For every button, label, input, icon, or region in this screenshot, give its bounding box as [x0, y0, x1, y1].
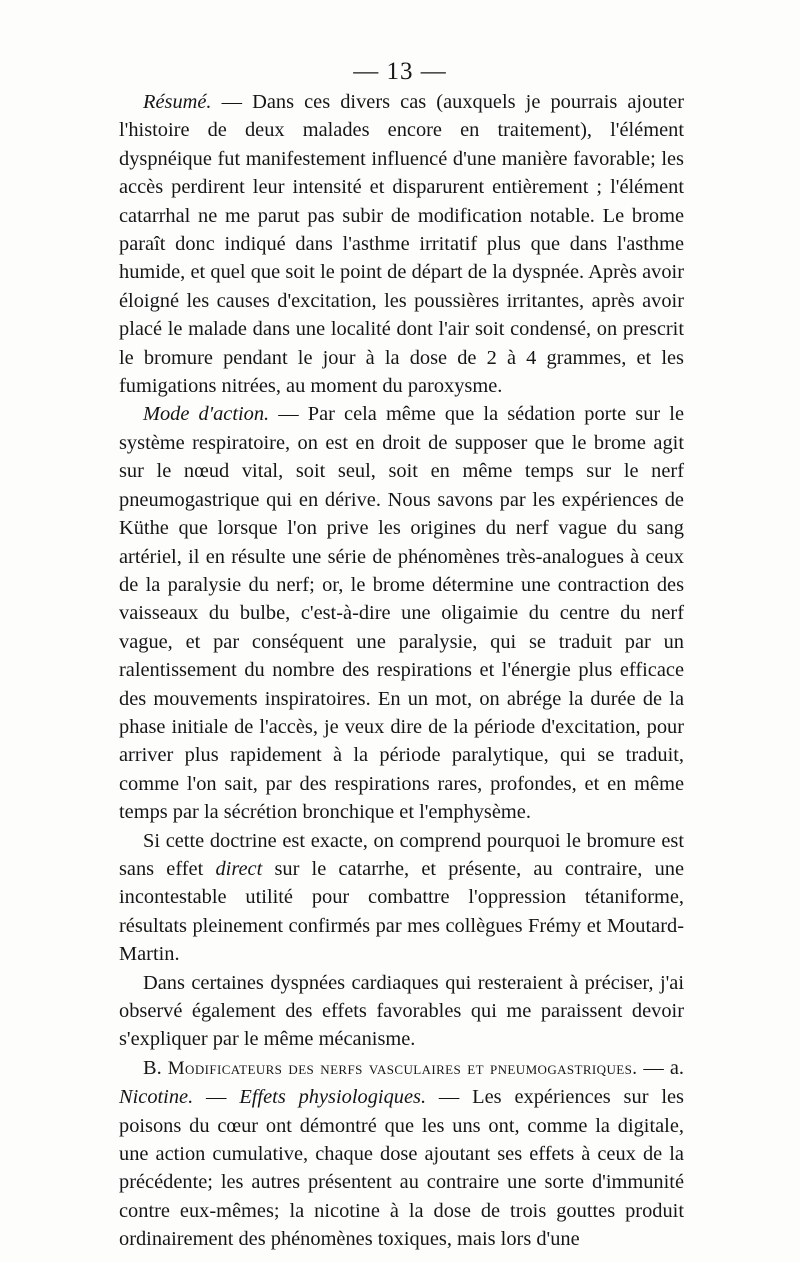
paragraph-resume — [119, 88, 684, 400]
paragraph-text-dyspnees: Dans certaines dyspnées cardiaques qui resteraient à préciser, j'ai observé également des effets favorables qui me paraissent devoir s'expliquer par le même mécanisme. — [119, 971, 684, 1051]
paragraph-lead-mode-action: Mode d'action. — [143, 403, 270, 426]
paragraph-text-resume: — Dans ces divers cas (auxquels je pourrais ajouter l'histoire de deux malades encore en traitement), l'élément dyspnéique fut manifestement influencé d'une manière favorable; les accès perdirent leur intensité et disparurent entièrement ; l'élément catarrhal ne me parut pas subir de modification notable. Le brome paraît donc indiqué dans l'asthme irritatif plus que dans l'asthme humide, et quel que soit le point de départ de la dyspnée. Après avoir éloigné les causes d'excitation, les poussières irritantes, après avoir placé le malade dans une localité dont l'air soit condensé, on prescrit le bromure pendant le jour à la dose de 2 à 4 grammes, et les fumigations nitrées, au moment du paroxysme. — [119, 91, 684, 398]
body-text — [119, 88, 684, 1254]
section-subject: Nicotine. — [119, 1086, 194, 1109]
paragraph-doctrine — [119, 827, 684, 969]
page-number: — 13 — — [353, 58, 447, 85]
section-sub-heading: Effets physiologiques. — [239, 1086, 427, 1109]
paragraph-text-section-b: — Les expériences sur les poisons du cœur ont démontré que les uns ont, comme la digitale, une action cumulative, chaque dose ajoutant ses effets à ceux de la précédente; les autres présentent au contraire une sorte d'immunité contre eux-mêmes; la nicotine à la dose de trois gouttes produit ordinairement des phénomènes toxiques, mais lors d'une — [119, 1086, 684, 1251]
paragraph-lead-resume: Résumé. — [143, 91, 212, 113]
section-label: B. — [143, 1056, 162, 1079]
section-title: Modificateurs des nerfs vasculaires et pneumogastriques. — [167, 1057, 638, 1079]
section-dash: — a. — [637, 1056, 684, 1079]
section-dash-2: — — [193, 1086, 240, 1109]
paragraph-mode-action — [119, 400, 684, 826]
paragraph-dyspnees — [119, 969, 684, 1054]
paragraph-text-mode-action: — Par cela même que la sédation porte sur le système respiratoire, on est en droit de supposer que le brome agit sur le nœud vital, soit seul, soit en même temps sur le nerf pneumogastrique qui en dérive. Nous savons par les expériences de Küthe que lorsque l'on prive les origines du nerf vague du sang artériel, il en résulte une série de phénomènes très-analogues à ceux de la paralysie du nerf; or, le brome détermine une contraction des vaisseaux du bulbe, c'est-à-dire une oligaimie du centre du nerf vague, et par conséquent une paralysie, qui se traduit par un ralentissement du nombre des respirations et l'énergie plus efficace des mouvements inspiratoires. En un mot, on abrége la durée de la phase initiale de l'accès, je veux dire de la période d'excitation, pour arriver plus rapidement à la période paralytique, qui se traduit, comme l'on sait, par des respirations rares, profondes, et en même temps par la sécrétion bronchique et l'emphysème. — [119, 403, 684, 824]
paragraph-section-b — [119, 1054, 684, 1254]
paragraph-text-doctrine-after: sur le catarrhe, et présente, au contraire, une incontestable utilité pour combattre l'oppression tétaniforme, résultats pleinement confirmés par mes collègues Frémy et Moutard-Martin. — [119, 857, 685, 966]
paragraph-text-doctrine-before: Si cette doctrine est exacte, on comprend pourquoi le bromure est sans effet — [119, 829, 684, 880]
emphasis-direct: direct — [215, 857, 263, 880]
